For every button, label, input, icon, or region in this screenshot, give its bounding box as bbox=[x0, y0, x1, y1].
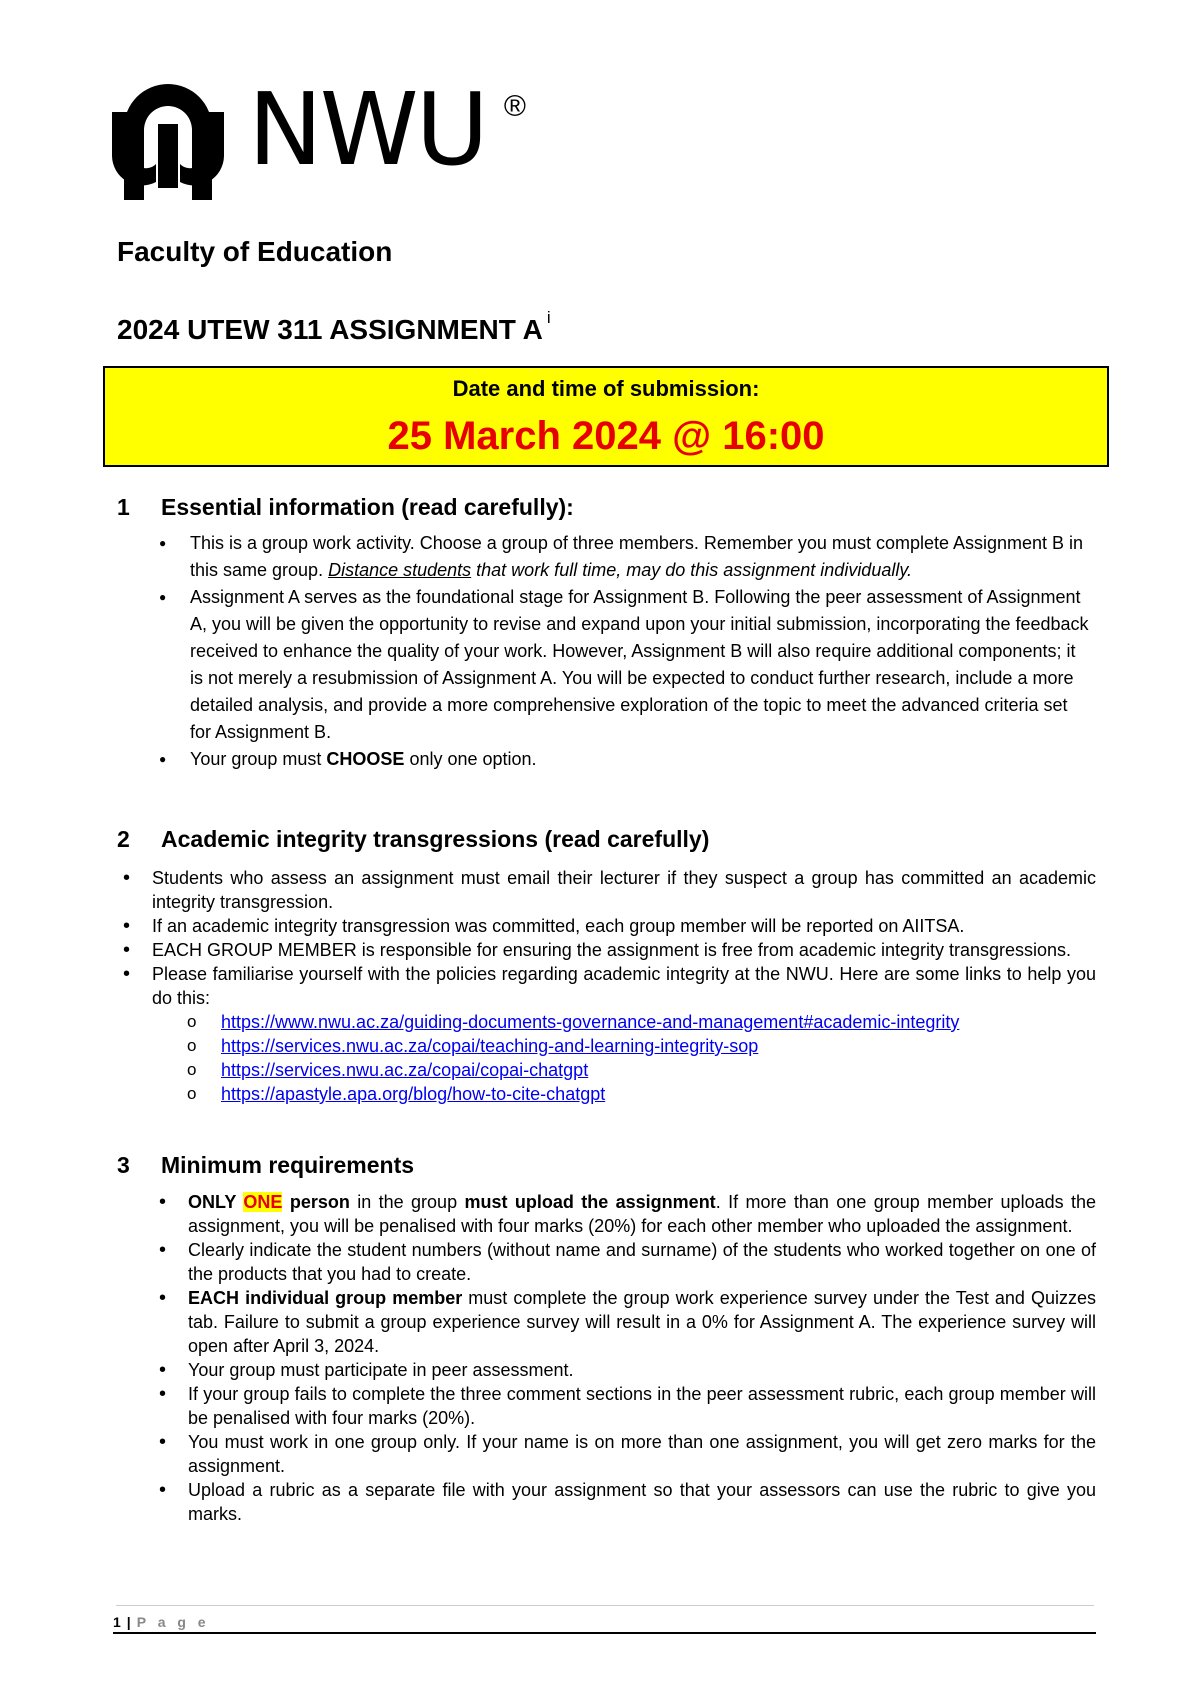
list-item: ● Assignment A serves as the foundational stage for Assignment B. Following the peer assessment of Assignment A, you will be given the opportunity to revise and expand upon your initial submission, incorporating the feedback received to enhance the quality of your work. However, Assignment B will also require additional components; it is not merely a resubmission of Assignment A. You will be expected to conduct further research, include a more detailed analysis, and provide a more comprehensive exploration of the topic to meet the advanced criteria set for Assignment B. bbox=[150, 584, 1090, 746]
link-item[interactable] bbox=[184, 1010, 1096, 1034]
section-heading-integrity: 2 Academic integrity transgressions (read carefully) bbox=[117, 826, 710, 852]
list-item: • Clearly indicate the student numbers (without name and surname) of the students who worked together on one of the products that you had to create. bbox=[152, 1238, 1096, 1286]
link-apa-cite-chatgpt[interactable]: https://apastyle.apa.org/blog/how-to-cite-chatgpt bbox=[221, 1084, 606, 1104]
list-item: • You must work in one group only. If your name is on more than one assignment, you will get zero marks for the assignment. bbox=[152, 1430, 1096, 1478]
section-heading-requirements: 3 Minimum requirements bbox=[117, 1152, 415, 1178]
page-number: 1 bbox=[113, 1614, 121, 1630]
list-item: • If an academic integrity transgression was committed, each group member will be reported on AIITSA. bbox=[116, 914, 1096, 938]
list-item: ● This is a group work activity. Choose a group of three members. Remember you must complete Assignment B in this same group. Distance students that work full time, may do this assignment individually. bbox=[150, 530, 1090, 584]
link-item[interactable] bbox=[184, 1082, 1096, 1106]
footer-line bbox=[113, 1632, 1096, 1634]
footnote-marker[interactable]: i bbox=[546, 308, 551, 327]
list-item: • Your group must participate in peer assessment. bbox=[152, 1358, 1096, 1382]
essential-list bbox=[150, 530, 1090, 773]
section-heading-essential: 1 Essential information (read carefully): bbox=[117, 494, 574, 520]
list-item: • EACH GROUP MEMBER is responsible for ensuring the assignment is free from academic integrity transgressions. bbox=[116, 938, 1096, 962]
logo-wordmark: NWU bbox=[248, 71, 486, 188]
submission-label: Date and time of submission: bbox=[452, 376, 760, 401]
page-footer: 1 | P a g e bbox=[113, 1614, 210, 1630]
nwu-logo bbox=[112, 71, 526, 200]
submission-box bbox=[103, 366, 1109, 467]
list-item: • EACH individual group member must complete the group work experience survey under the Test and Quizzes tab. Failure to submit a group experience survey will result in a 0% for Assignment A. The experience survey will open after April 3, 2024. bbox=[152, 1286, 1096, 1358]
assignment-title: 2024 UTEW 311 ASSIGNMENT A $^i$ bbox=[117, 308, 551, 345]
link-nwu-guiding-documents[interactable]: https://www.nwu.ac.za/guiding-documents-governance-and-management#academic-integrity bbox=[221, 1012, 960, 1032]
faculty-heading: Faculty of Education bbox=[117, 236, 393, 267]
footer-rule bbox=[116, 1605, 1094, 1606]
link-teaching-integrity-sop[interactable]: https://services.nwu.ac.za/copai/teaching-and-learning-integrity-sop bbox=[221, 1036, 759, 1056]
list-item: • Students who assess an assignment must email their lecturer if they suspect a group has committed an academic integrity transgression. bbox=[116, 866, 1096, 914]
list-item: • Please familiarise yourself with the policies regarding academic integrity at the NWU. Here are some links to help you do this: o https://www.nwu.ac.za/guiding-documents-governance-and-management#academic-integrity o https://services.nwu.ac.za/copai/teaching-and-learning-integrity-sop o https://services.nwu.ac.za/copai/copai-chatgpt o https://apastyle.apa.org/blog/how-to-cite-chatgpt bbox=[116, 962, 1096, 1106]
page-label: P a g e bbox=[136, 1614, 210, 1630]
link-item[interactable] bbox=[184, 1034, 1096, 1058]
list-item: ● Your group must CHOOSE only one option. bbox=[150, 746, 1090, 773]
list-item: • Upload a rubric as a separate file with your assignment so that your assessors can use the rubric to give you marks. bbox=[152, 1478, 1096, 1526]
highlight-one: ONE bbox=[243, 1192, 283, 1212]
list-item: • ONLY ONE person in the group must upload the assignment. If more than one group member uploads the assignment, you will be penalised with four marks (20%) for each other member who uploaded the assignment. bbox=[152, 1190, 1096, 1238]
integrity-list bbox=[116, 866, 1096, 1106]
link-copai-chatgpt[interactable]: https://services.nwu.ac.za/copai/copai-chatgpt bbox=[221, 1060, 589, 1080]
nwu-crest-icon bbox=[112, 84, 224, 200]
link-item[interactable] bbox=[184, 1058, 1096, 1082]
list-item: • If your group fails to complete the three comment sections in the peer assessment rubric, each group member will be penalised with four marks (20%). bbox=[152, 1382, 1096, 1430]
registered-mark: ® bbox=[503, 90, 526, 123]
requirements-list bbox=[152, 1190, 1096, 1526]
submission-date: 25 March 2024 @ 16:00 bbox=[387, 414, 825, 458]
